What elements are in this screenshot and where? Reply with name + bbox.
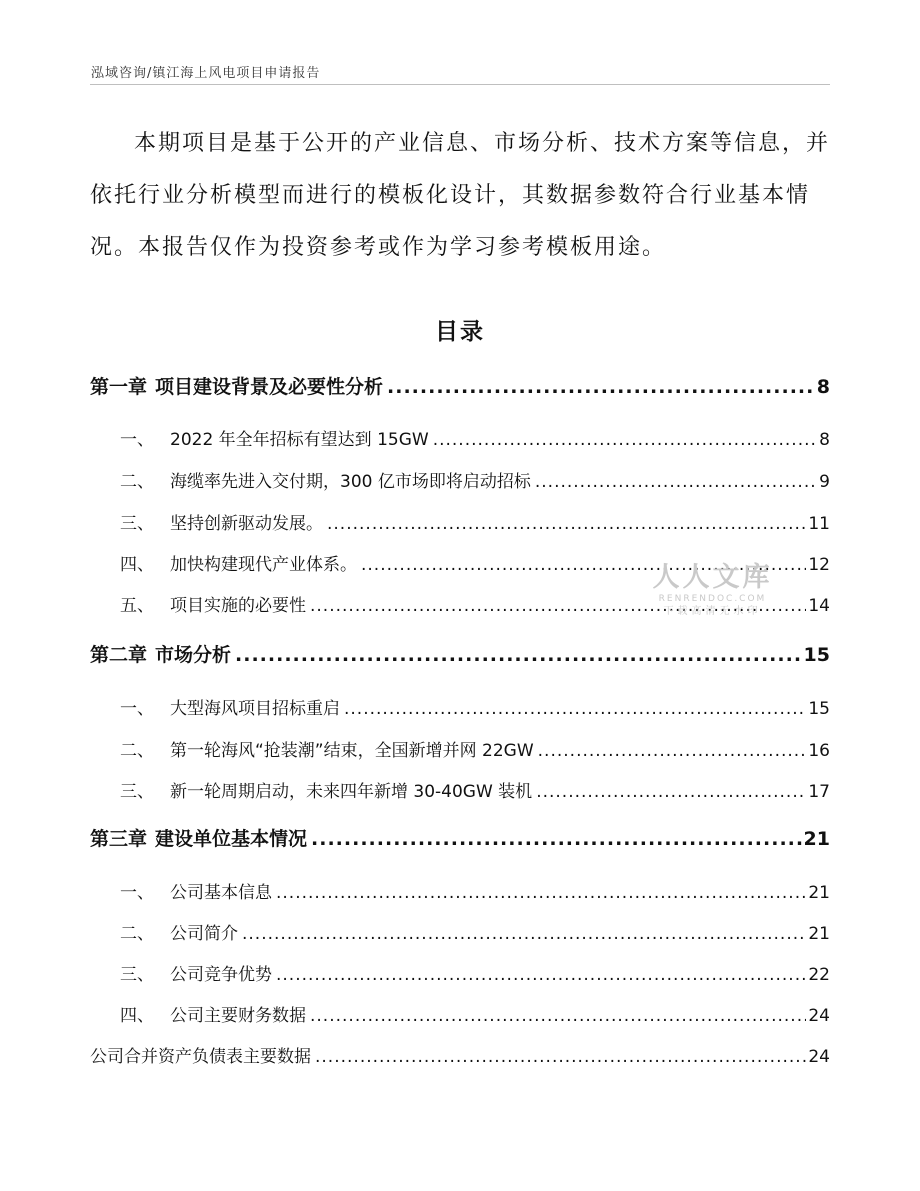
toc-entry-title: 坚持创新驱动发展。 <box>170 514 323 534</box>
toc-entry-label <box>90 736 538 761</box>
toc-leader-dots <box>536 782 806 802</box>
toc-page-number: 9 <box>819 472 830 492</box>
toc-entry-title: 公司基本信息 <box>170 883 272 903</box>
watermark <box>645 563 780 619</box>
toc-entry-title: 项目实施的必要性 <box>170 596 306 616</box>
toc-entry-title: 公司简介 <box>170 924 238 944</box>
toc-section-entry[interactable] <box>90 777 830 802</box>
toc-section-entry[interactable] <box>90 1001 830 1026</box>
toc-entry-title: 公司合并资产负债表主要数据 <box>90 1047 311 1067</box>
toc-entry-label <box>90 694 344 719</box>
toc-title: 目录 <box>435 319 485 345</box>
toc-entry-label <box>90 777 536 802</box>
toc-page-number: 24 <box>808 1006 830 1026</box>
toc-section-entry[interactable] <box>90 425 830 450</box>
toc-leader-dots <box>276 883 806 903</box>
toc-leader-dots <box>327 514 806 534</box>
toc-entry-label <box>90 960 276 985</box>
toc-section-entry[interactable] <box>90 509 830 534</box>
toc-entry-title: 市场分析 <box>155 644 232 666</box>
toc-entry-number: 二、 <box>120 924 154 944</box>
toc-page-number: 24 <box>808 1047 830 1067</box>
toc-page-number: 12 <box>808 555 830 575</box>
toc-entry-title: 公司主要财务数据 <box>170 1006 306 1026</box>
toc-page-number: 22 <box>808 965 830 985</box>
toc-entry-label <box>90 467 535 492</box>
intro-paragraph <box>90 118 835 274</box>
document-header: 泓域咨询/镇江海上风电项目申请报告 <box>91 66 321 81</box>
toc-section-entry[interactable] <box>90 1042 830 1067</box>
toc-section-entry[interactable] <box>90 694 830 719</box>
toc-chapter-entry[interactable] <box>90 372 830 399</box>
toc-page-number: 8 <box>816 376 830 398</box>
toc-leader-dots <box>242 924 806 944</box>
toc-leader-dots <box>276 965 806 985</box>
toc-entry-title: 大型海风项目招标重启 <box>170 699 340 719</box>
toc-page-number: 8 <box>819 430 830 450</box>
toc-entry-title: 2022 年全年招标有望达到 15GW <box>170 430 429 450</box>
toc-entry-number: 第二章 <box>90 644 148 666</box>
toc-entry-label <box>90 550 361 575</box>
toc-leader-dots <box>538 741 807 761</box>
toc-chapter-entry[interactable] <box>90 640 830 667</box>
toc-entry-title: 加快构建现代产业体系。 <box>170 555 357 575</box>
toc-leader-dots <box>311 828 802 850</box>
toc-entry-title: 公司竞争优势 <box>170 965 272 985</box>
toc-entry-label <box>90 425 433 450</box>
intro-text: 本期项目是基于公开的产业信息、市场分析、技术方案等信息，并依托行业分析模型而进行的模板化设计，其数据参数符合行业基本情况。本报告仅作为投资参考或作为学习参考模板用途。 <box>90 131 831 260</box>
toc-entry-number: 第三章 <box>90 828 148 850</box>
toc-page-number: 15 <box>808 699 830 719</box>
toc-entry-number: 三、 <box>120 514 154 534</box>
toc-chapter-entry[interactable] <box>90 824 830 851</box>
toc-entry-number: 四、 <box>120 1006 154 1026</box>
toc-entry-number: 一、 <box>120 699 154 719</box>
toc-entry-title: 新一轮周期启动，未来四年新增 30-40GW 装机 <box>170 782 533 802</box>
header-divider <box>90 84 830 85</box>
toc-leader-dots <box>315 1047 806 1067</box>
toc-page-number: 21 <box>803 828 830 850</box>
toc-entry-number: 一、 <box>120 430 154 450</box>
toc-leader-dots <box>344 699 806 719</box>
toc-entry-number: 一、 <box>120 883 154 903</box>
toc-entry-title: 第一轮海风“抢装潮”结束，全国新增并网 22GW <box>170 741 534 761</box>
toc-page-number: 17 <box>808 782 830 802</box>
toc-entry-number: 二、 <box>120 472 154 492</box>
toc-entry-number: 第一章 <box>90 376 148 398</box>
toc-section-entry[interactable] <box>90 467 830 492</box>
watermark-domain: RENRENDOC.COM <box>658 594 767 604</box>
watermark-note: 下载高清无水印 <box>663 606 762 617</box>
toc-entry-label <box>90 919 242 944</box>
toc-entry-number: 四、 <box>120 555 154 575</box>
toc-entry-label <box>90 640 235 667</box>
toc-page-number: 21 <box>808 883 830 903</box>
toc-section-entry[interactable] <box>90 919 830 944</box>
toc-entry-label <box>90 509 327 534</box>
toc-entry-label <box>90 824 311 851</box>
toc-section-entry[interactable] <box>90 878 830 903</box>
toc-entry-label <box>90 591 310 616</box>
toc-leader-dots <box>387 376 815 398</box>
toc-entry-label <box>90 1042 315 1067</box>
toc-leader-dots <box>433 430 817 450</box>
toc-leader-dots <box>235 644 802 666</box>
watermark-logo-text: 人人文库 <box>652 562 773 593</box>
toc-entry-title: 海缆率先进入交付期，300 亿市场即将启动招标 <box>170 472 531 492</box>
toc-entry-label <box>90 1001 310 1026</box>
toc-entry-label <box>90 878 276 903</box>
toc-page-number: 15 <box>803 644 830 666</box>
toc-page-number: 16 <box>808 741 830 761</box>
toc-entry-number: 五、 <box>120 596 154 616</box>
toc-leader-dots <box>310 1006 806 1026</box>
toc-entry-number: 三、 <box>120 782 154 802</box>
toc-entry-number: 三、 <box>120 965 154 985</box>
toc-entry-label <box>90 372 387 399</box>
toc-page-number: 21 <box>808 924 830 944</box>
toc-entry-number: 二、 <box>120 741 154 761</box>
toc-leader-dots <box>535 472 817 492</box>
toc-section-entry[interactable] <box>90 960 830 985</box>
toc-page-number: 14 <box>808 596 830 616</box>
toc-section-entry[interactable] <box>90 736 830 761</box>
toc-entry-title: 项目建设背景及必要性分析 <box>155 376 384 398</box>
toc-entry-title: 建设单位基本情况 <box>155 828 308 850</box>
toc-page-number: 11 <box>808 514 830 534</box>
